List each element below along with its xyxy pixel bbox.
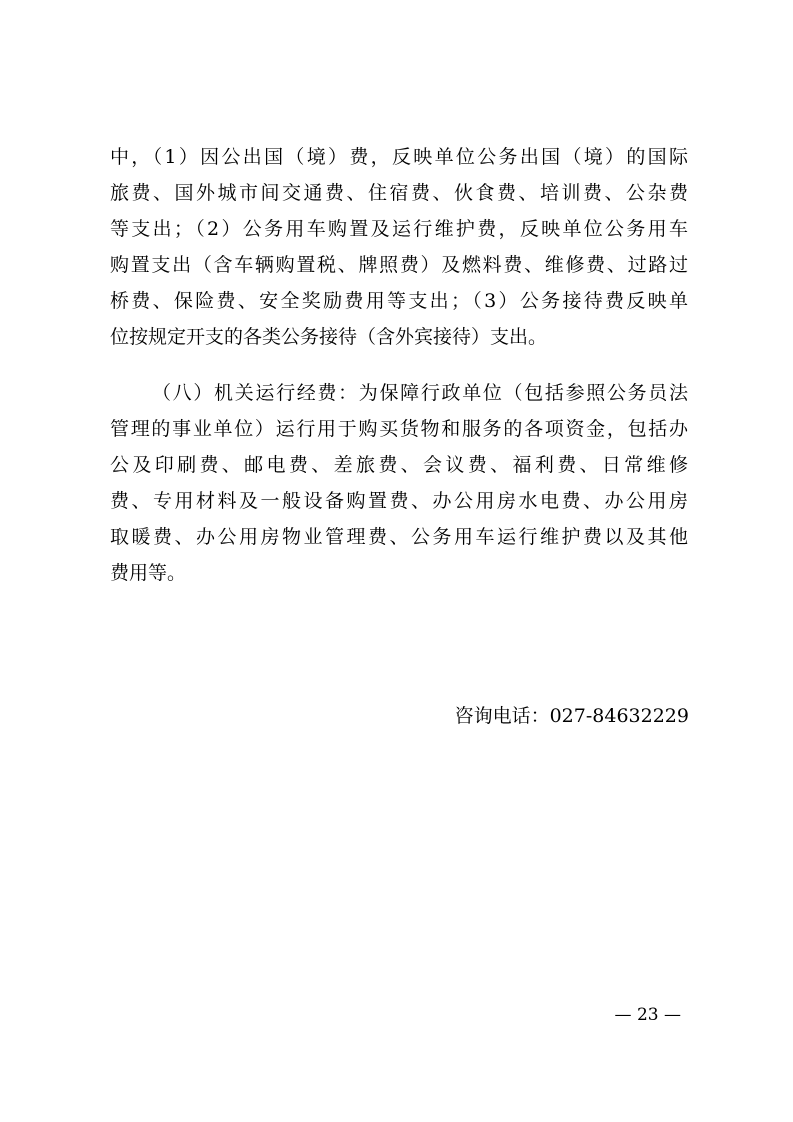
contact-phone: 咨询电话：027-84632229 xyxy=(454,705,689,727)
text-line: 旅费、国外城市间交通费、住宿费、伙食费、培训费、公杂费 xyxy=(110,182,688,204)
text-line: 位按规定开支的各类公务接待（含外宾接待）支出。 xyxy=(110,326,548,348)
text-line: 中，（1）因公出国（境）费，反映单位公务出国（境）的国际 xyxy=(110,146,688,168)
page-number: — 23 — xyxy=(614,1005,681,1025)
text-line: 费用等。 xyxy=(110,562,187,584)
text-line: 费、专用材料及一般设备购置费、办公用房水电费、办公用房 xyxy=(110,490,688,512)
text-line: 取暖费、办公用房物业管理费、公务用车运行维护费以及其他 xyxy=(110,526,688,548)
text-line: 桥费、保险费、安全奖励费用等支出；（3）公务接待费反映单 xyxy=(110,290,688,312)
text-line: （八）机关运行经费：为保障行政单位（包括参照公务员法 xyxy=(152,382,688,404)
text-line: 购置支出（含车辆购置税、牌照费）及燃料费、维修费、过路过 xyxy=(110,254,688,276)
text-line: 公及印刷费、邮电费、差旅费、会议费、福利费、日常维修 xyxy=(110,454,688,476)
text-line: 等支出；（2）公务用车购置及运行维护费，反映单位公务用车 xyxy=(110,218,688,240)
text-line: 管理的事业单位）运行用于购买货物和服务的各项资金，包括办 xyxy=(110,418,688,440)
